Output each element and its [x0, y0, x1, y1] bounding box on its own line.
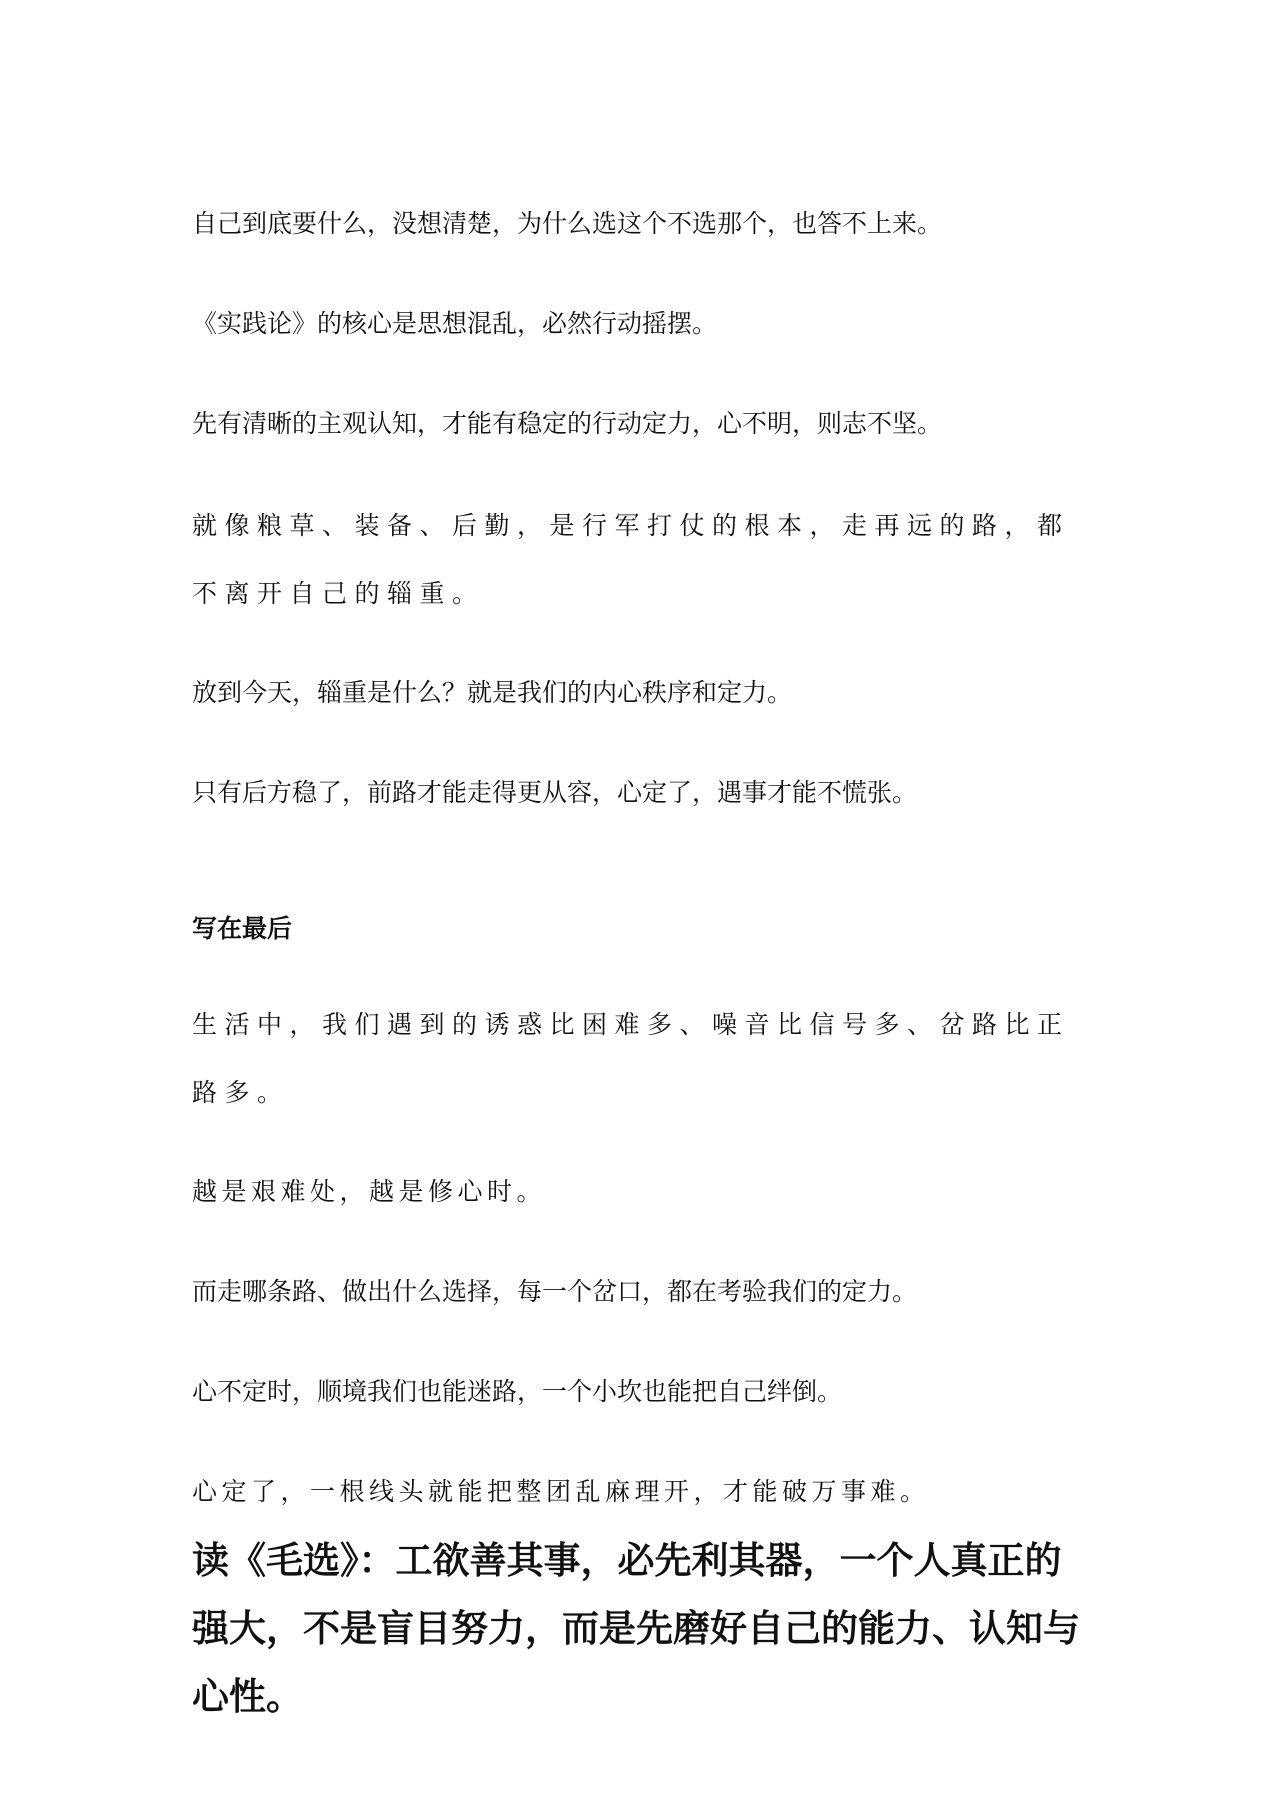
paragraph-temptations: 生活中，我们遇到的诱惑比困难多、噪音比信号多、岔路比正路多。: [192, 1010, 1070, 1107]
paragraph-supplies: 就像粮草、装备、后勤，是行军打仗的根本，走再远的路，都不离开自己的辎重。: [192, 511, 1070, 608]
paragraph-goal-unclear: 自己到底要什么，没想清楚，为什么选这个不选那个，也答不上来。: [192, 209, 943, 238]
quote-banner: 读《毛选》：工欲善其事，必先利其器，一个人真正的强大，不是盲目努力，而是先磨好自己的能力、认知与心性。: [192, 1538, 1080, 1718]
paragraph-inner-order: 放到今天，辎重是什么？就是我们的内心秩序和定力。: [192, 678, 793, 707]
paragraph-steady-rear: 只有后方稳了，前路才能走得更从容，心定了，遇事才能不慌张。: [192, 778, 918, 807]
paragraph-choices: 而走哪条路、做出什么选择，每一个岔口，都在考验我们的定力。: [192, 1277, 918, 1306]
paragraph-hardship: 越是艰难处，越是修心时。: [192, 1177, 547, 1206]
paragraph-practice-theory: 《实践论》的核心是思想混乱，必然行动摇摆。: [192, 309, 718, 338]
section-heading: 写在最后: [192, 914, 293, 943]
paragraph-steady-mind: 心定了，一根线头就能把整团乱麻理开，才能破万事难。: [192, 1477, 930, 1506]
paragraph-unsteady-mind: 心不定时，顺境我们也能迷路，一个小坎也能把自己绊倒。: [192, 1377, 843, 1406]
paragraph-clear-cognition: 先有清晰的主观认知，才能有稳定的行动定力，心不明，则志不坚。: [192, 409, 943, 438]
